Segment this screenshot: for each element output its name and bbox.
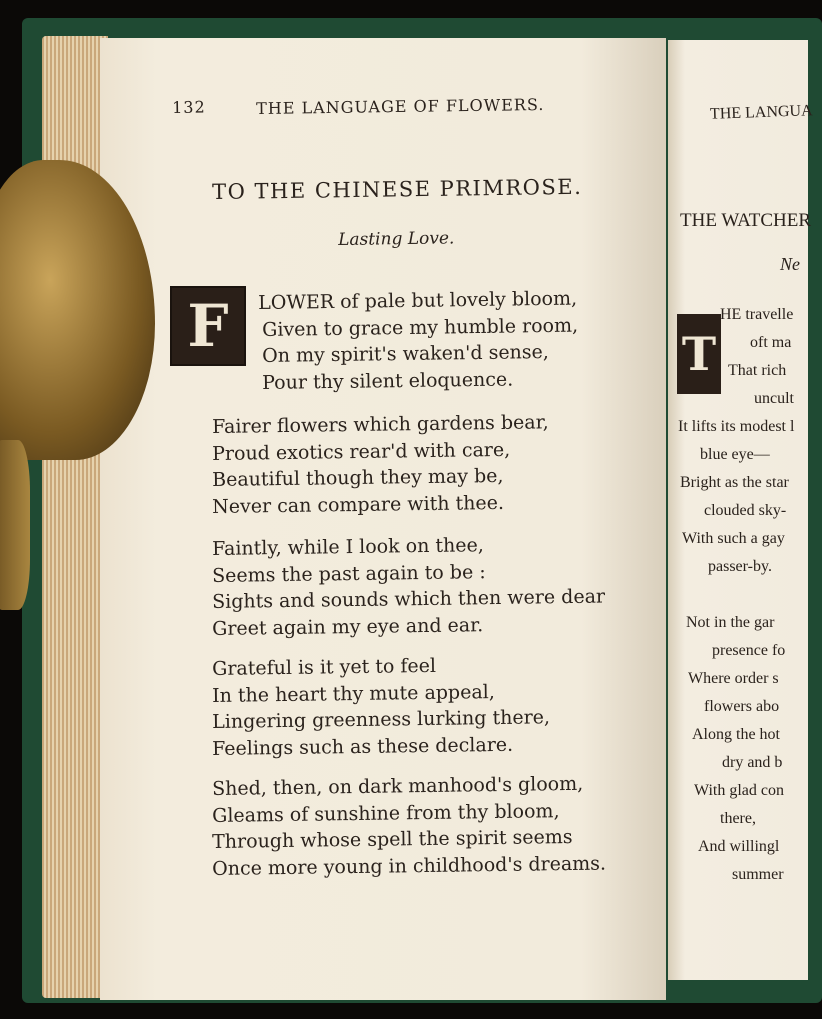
poem-line: Through whose spell the spirit seems: [212, 826, 573, 854]
right-poem-line: Along the hot: [692, 726, 780, 743]
right-drop-cap-ornament: [677, 314, 721, 394]
poem-line: Feelings such as these declare.: [212, 733, 514, 761]
right-poem-line: oft ma: [750, 334, 792, 351]
poem-line: Proud exotics rear'd with care,: [212, 438, 511, 465]
running-header: THE LANGUAGE OF FLOWERS.: [256, 94, 545, 118]
poem-line: Given to grace my humble room,: [262, 314, 579, 341]
right-drop-cap-letter: T: [681, 327, 717, 381]
right-poem-line: With glad con: [694, 782, 784, 799]
poem-line: Pour thy silent eloquence.: [262, 368, 514, 395]
right-poem-line: summer: [732, 866, 784, 883]
right-poem-line: presence fo: [712, 642, 786, 659]
right-poem-line: uncult: [754, 390, 794, 407]
right-poem-line: With such a gay: [682, 530, 785, 547]
right-poem-line: passer-by.: [708, 558, 772, 575]
drop-cap-ornament: [170, 286, 246, 366]
right-poem-line: clouded sky-: [704, 502, 787, 519]
poem-line: Never can compare with thee.: [212, 492, 505, 519]
poem-line: Once more young in childhood's dreams.: [212, 852, 607, 881]
poem-line: Lingering greenness lurking there,: [212, 706, 551, 734]
poem-line: Fairer flowers which gardens bear,: [212, 411, 549, 438]
poem-line: On my spirit's waken'd sense,: [262, 341, 550, 368]
poem-line: Shed, then, on dark manhood's gloom,: [212, 772, 584, 800]
right-running-header: THE LANGUA: [709, 102, 813, 123]
poem-line: Gleams of sunshine from thy bloom,: [212, 799, 560, 827]
poem-line: In the heart thy mute appeal,: [212, 680, 495, 707]
poem-line: Sights and sounds which then were dear: [212, 585, 606, 614]
right-poem-subtitle: Ne: [780, 254, 800, 274]
right-poem-line: Not in the gar: [686, 614, 775, 631]
right-poem-line: dry and b: [722, 754, 783, 771]
right-poem-line: there,: [720, 810, 756, 827]
poem-line: Seems the past again to be :: [212, 560, 486, 587]
poem-line: LOWER of pale but lovely bloom,: [258, 287, 578, 314]
right-poem-line: And willingl: [698, 838, 780, 855]
gilt-hand-bookend-base: [0, 440, 30, 610]
poem-line: Grateful is it yet to feel: [212, 654, 437, 680]
right-poem-line: Bright as the star: [680, 474, 789, 491]
drop-cap-letter: F: [187, 292, 229, 360]
right-poem-line: Where order s: [688, 670, 779, 687]
right-poem-line: It lifts its modest l: [678, 418, 795, 435]
right-poem-line: flowers abo: [704, 698, 780, 715]
poem-title: TO THE CHINESE PRIMROSE.: [212, 174, 583, 204]
poem-line: Beautiful though they may be,: [212, 465, 504, 492]
poem-subtitle: Lasting Love.: [338, 228, 455, 250]
right-poem-line: blue eye—: [700, 446, 770, 463]
right-poem-line: That rich: [728, 362, 787, 379]
right-poem-line: HE travelle: [720, 306, 794, 323]
poem-line: Faintly, while I look on thee,: [212, 534, 484, 560]
poem-line: Greet again my eye and ear.: [212, 614, 484, 641]
page-number: 132: [172, 97, 206, 117]
right-poem-title: THE WATCHER: [680, 210, 812, 231]
